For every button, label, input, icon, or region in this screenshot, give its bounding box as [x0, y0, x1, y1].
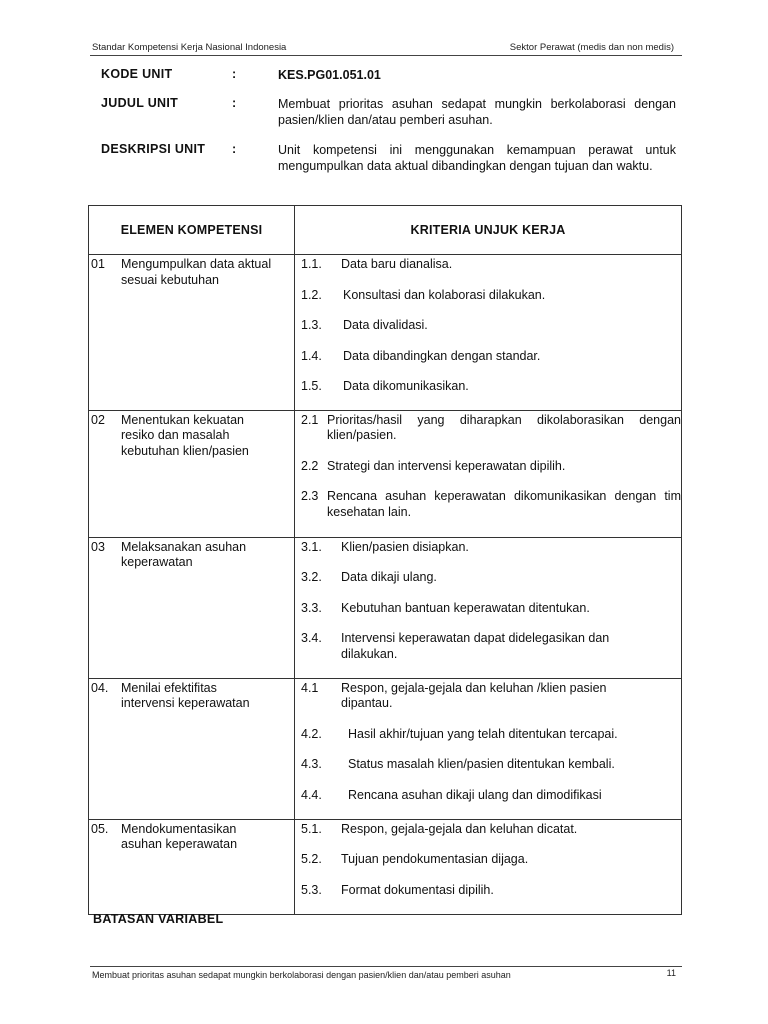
- kode-unit-colon: :: [232, 67, 237, 81]
- criteria-number: 5.2.: [301, 852, 322, 866]
- criteria-text: Hasil akhir/tujuan yang telah ditentukan tercapai.: [348, 726, 618, 741]
- footer-divider: [90, 966, 682, 967]
- kode-unit-label: KODE UNIT: [101, 67, 173, 81]
- criteria-item: [301, 318, 681, 334]
- criteria-text: Respon, gejala-gejala dan keluhan /klien pasien dipantau.: [341, 680, 607, 710]
- criteria-item: [301, 288, 681, 304]
- element-title: Mendokumentasikan asuhan keperawatan: [121, 821, 238, 851]
- criteria-text: Status masalah klien/pasien ditentukan kembali.: [348, 757, 615, 771]
- criteria-text: Data baru dianalisa.: [341, 257, 453, 271]
- judul-unit-label: JUDUL UNIT: [101, 96, 179, 110]
- criteria-item: [301, 540, 681, 556]
- criteria-number: 4.3.: [301, 757, 322, 771]
- judul-unit-colon: :: [232, 96, 237, 110]
- judul-unit-value: Membuat prioritas asuhan sedapat mungkin berkolaborasi dengan pasien/klien dan/atau pemberi asuhan.: [278, 97, 676, 127]
- element-cell: [89, 255, 295, 411]
- deskripsi-unit-value: Unit kompetensi ini menggunakan kemampuan perawat untuk mengumpulkan data aktual dibandingkan dengan tujuan dan waktu.: [278, 143, 676, 173]
- element-title: Melaksanakan asuhan keperawatan: [121, 539, 247, 569]
- criteria-number: 4.2.: [301, 726, 322, 741]
- page-header-left: Standar Kompetensi Kerja Nasional Indonesia: [92, 42, 287, 53]
- criteria-item: [301, 349, 681, 365]
- criteria-text: Tujuan pendokumentasian dijaga.: [341, 852, 529, 866]
- criteria-text: Data dikomunikasikan.: [343, 379, 469, 393]
- deskripsi-unit-row: [101, 142, 681, 192]
- element-title: Menilai efektifitas intervensi keperawatan: [121, 680, 250, 710]
- table-row: [89, 678, 682, 819]
- criteria-text: Rencana asuhan keperawatan dikomunikasikan dengan tim kesehatan lain.: [327, 489, 681, 519]
- criteria-item: [301, 379, 681, 395]
- criteria-item: [301, 852, 681, 868]
- criteria-item: [301, 489, 681, 520]
- criteria-text: Rencana asuhan dikaji ulang dan dimodifikasi: [348, 787, 602, 802]
- criteria-item: [301, 413, 681, 444]
- criteria-text: Data dibandingkan dengan standar.: [343, 348, 541, 363]
- criteria-item: [301, 822, 681, 838]
- element-number: 05.: [91, 821, 109, 836]
- criteria-cell: [295, 537, 682, 678]
- criteria-number: 2.2: [301, 458, 319, 473]
- criteria-item: [301, 631, 681, 662]
- criteria-number: 1.1.: [301, 257, 322, 271]
- element-cell: [89, 537, 295, 678]
- kriteria-unjuk-kerja-header: KRITERIA UNJUK KERJA: [295, 206, 682, 255]
- criteria-text: Data divalidasi.: [343, 318, 428, 332]
- element-number: 03: [91, 539, 105, 554]
- table-row: [89, 410, 682, 537]
- criteria-text: Intervensi keperawatan dapat didelegasikan dan dilakukan.: [341, 631, 610, 661]
- element-number: 04.: [91, 680, 109, 695]
- criteria-number: 4.4.: [301, 787, 322, 802]
- criteria-item: [301, 757, 681, 773]
- kode-unit-value: KES.PG01.051.01: [278, 68, 381, 82]
- criteria-number: 4.1: [301, 680, 319, 695]
- criteria-item: [301, 883, 681, 899]
- criteria-number: 1.5.: [301, 379, 322, 393]
- competency-table: [88, 205, 682, 915]
- criteria-number: 2.3: [301, 489, 319, 503]
- criteria-number: 3.2.: [301, 570, 322, 584]
- table-row: [89, 255, 682, 411]
- criteria-cell: [295, 678, 682, 819]
- criteria-item: [301, 257, 681, 273]
- deskripsi-unit-colon: :: [232, 142, 237, 156]
- criteria-text: Klien/pasien disiapkan.: [341, 539, 469, 554]
- page-number: 11: [666, 968, 676, 978]
- criteria-item: [301, 788, 681, 804]
- criteria-number: 1.3.: [301, 318, 322, 332]
- criteria-number: 1.4.: [301, 348, 322, 363]
- deskripsi-unit-label: DESKRIPSI UNIT: [101, 142, 206, 156]
- table-header-row: [89, 206, 682, 255]
- table-row: [89, 537, 682, 678]
- kode-unit-row: [101, 67, 681, 85]
- criteria-item: [301, 570, 681, 586]
- criteria-item: [301, 681, 681, 712]
- element-number: 02: [91, 412, 105, 427]
- criteria-text: Kebutuhan bantuan keperawatan ditentukan.: [341, 600, 590, 615]
- criteria-cell: [295, 255, 682, 411]
- criteria-text: Data dikaji ulang.: [341, 570, 437, 584]
- element-cell: [89, 410, 295, 537]
- element-cell: [89, 678, 295, 819]
- criteria-text: Format dokumentasi dipilih.: [341, 882, 494, 897]
- criteria-item: [301, 727, 681, 743]
- criteria-item: [301, 601, 681, 617]
- criteria-item: [301, 459, 681, 475]
- criteria-number: 3.1.: [301, 539, 322, 554]
- batasan-variabel-heading: BATASAN VARIABEL: [93, 912, 224, 926]
- judul-unit-row: [101, 96, 681, 130]
- page-header-right: Sektor Perawat (medis dan non medis): [509, 42, 674, 53]
- criteria-number: 2.1: [301, 412, 319, 427]
- criteria-cell: [295, 819, 682, 914]
- page-footer-left: Membuat prioritas asuhan sedapat mungkin berkolaborasi dengan pasien/klien dan/atau pemberi asuhan: [92, 970, 511, 980]
- header-divider: [90, 55, 682, 56]
- criteria-text: Strategi dan intervensi keperawatan dipilih.: [327, 458, 566, 473]
- criteria-number: 3.3.: [301, 600, 322, 615]
- table-row: [89, 819, 682, 914]
- criteria-text: Konsultasi dan kolaborasi dilakukan.: [343, 287, 546, 302]
- criteria-number: 1.2.: [301, 287, 322, 302]
- criteria-text: Prioritas/hasil yang diharapkan dikolaborasikan dengan klien/pasien.: [327, 412, 681, 442]
- criteria-text: Respon, gejala-gejala dan keluhan dicatat.: [341, 821, 578, 836]
- element-cell: [89, 819, 295, 914]
- criteria-number: 5.1.: [301, 821, 322, 836]
- element-title: Mengumpulkan data aktual sesuai kebutuhan: [121, 257, 272, 287]
- criteria-number: 5.3.: [301, 882, 322, 897]
- element-number: 01: [91, 257, 105, 271]
- criteria-number: 3.4.: [301, 631, 322, 645]
- criteria-cell: [295, 410, 682, 537]
- element-title: Menentukan kekuatan resiko dan masalah kebutuhan klien/pasien: [121, 412, 249, 458]
- elemen-kompetensi-header: ELEMEN KOMPETENSI: [89, 206, 295, 255]
